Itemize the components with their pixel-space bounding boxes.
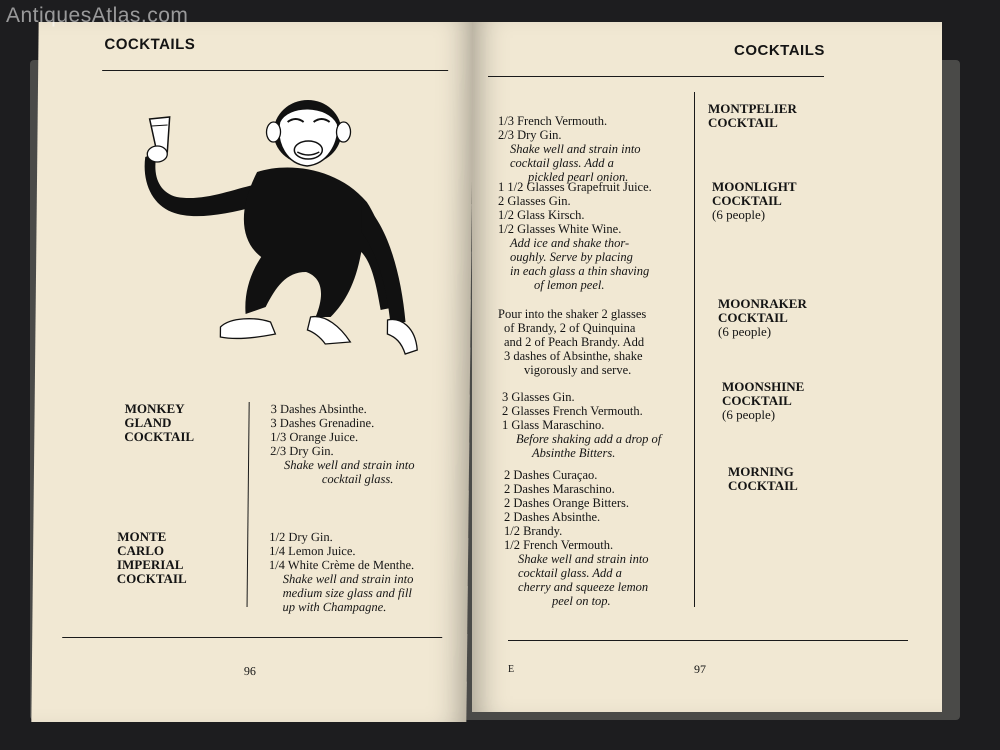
chimpanzee-illustration: [125, 92, 428, 372]
recipe-name-moonraker: MOONRAKER COCKTAIL (6 people): [718, 296, 807, 339]
recipe-name-moonlight: MOONLIGHT COCKTAIL (6 people): [712, 179, 797, 222]
right-footer-rule: [508, 640, 908, 641]
recipe-name-monkey-gland: MONKEY GLAND COCKTAIL: [124, 401, 195, 444]
recipe-body-moonlight: 1 1/2 Glasses Grapefruit Juice. 2 Glasses Gin. 1/2 Glass Kirsch. 1/2 Glasses White Wine. Add ice and shake thor- oughly. Serve by placing in each glass a thin shaving of lemon peel.: [498, 180, 652, 292]
right-page-number: 97: [694, 662, 706, 676]
left-column-divider: [247, 402, 250, 607]
right-page-header: COCKTAILS: [734, 42, 825, 59]
recipe-name-moonshine: MOONSHINE COCKTAIL (6 people): [722, 379, 805, 422]
left-footer-rule: [62, 637, 442, 638]
recipe-name-montpelier: MONTPELIER COCKTAIL: [708, 101, 797, 130]
left-header-rule: [102, 70, 448, 71]
recipe-body-moonshine: 3 Glasses Gin. 2 Glasses French Vermouth. 1 Glass Maraschino. Before shaking add a drop of Absinthe Bitters.: [502, 390, 662, 460]
left-page: [31, 22, 473, 722]
recipe-name-monte-carlo-imperial: MONTE CARLO IMPERIAL COCKTAIL: [116, 529, 187, 586]
recipe-body-moonraker: Pour into the shaker 2 glasses of Brandy, 2 of Quinquina and 2 of Peach Brandy. Add 3 dashes of Absinthe, shake vigorously and serve.: [498, 307, 647, 377]
recipe-body-morning: 2 Dashes Curaçao. 2 Dashes Maraschino. 2 Dashes Orange Bitters. 2 Dashes Absinthe. 1/2 Brandy. 1/2 French Vermouth. Shake well and strain into cocktail glass. Add a cherry and squeeze lemon peel on top.: [504, 468, 649, 608]
recipe-body-monkey-gland: 3 Dashes Absinthe. 3 Dashes Grenadine. 1/3 Orange Juice. 2/3 Dry Gin. Shake well and strain into cocktail glass.: [270, 402, 415, 486]
recipe-body-montpelier: 1/3 French Vermouth. 2/3 Dry Gin. Shake well and strain into cocktail glass. Add a pickled pearl onion.: [498, 114, 641, 184]
recipe-body-monte-carlo-imperial: 1/2 Dry Gin. 1/4 Lemon Juice. 1/4 White Crème de Menthe. Shake well and strain into medium size glass and fill up with Champagne.: [268, 530, 415, 614]
left-page-number: 96: [243, 664, 256, 678]
signature-mark: E: [508, 664, 515, 675]
recipe-name-morning: MORNING COCKTAIL: [728, 464, 798, 493]
watermark: AntiquesAtlas.com: [6, 4, 189, 27]
left-page-header: COCKTAILS: [104, 36, 196, 53]
right-page: [472, 22, 942, 712]
right-header-rule: [488, 76, 824, 77]
